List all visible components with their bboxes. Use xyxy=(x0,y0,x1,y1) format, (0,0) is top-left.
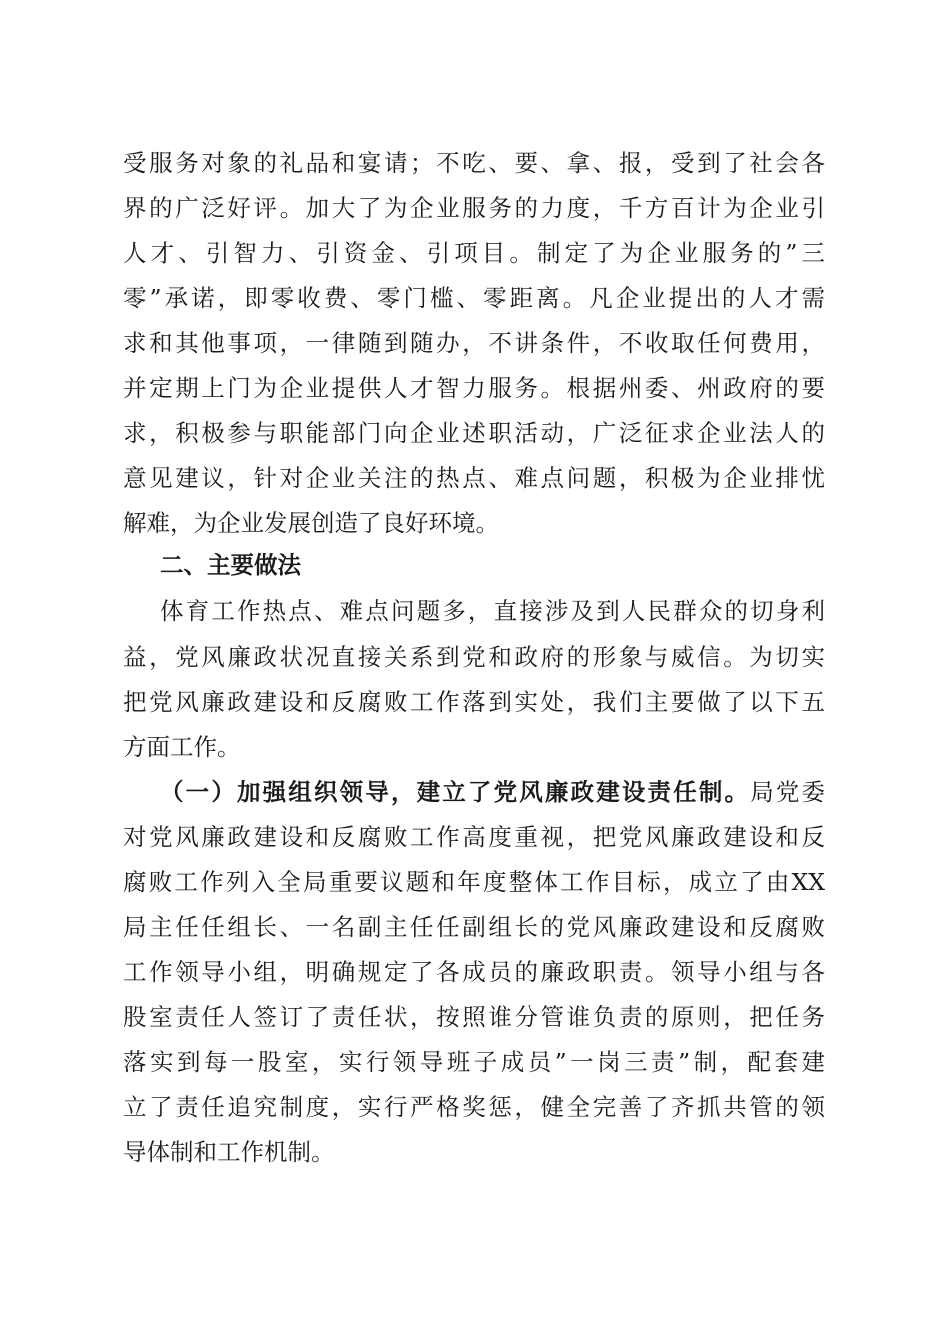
text-line: 股室责任人签订了责任状，按照谁分管谁负责的原则，把任务 xyxy=(123,1003,825,1031)
text-line: 对党风廉政建设和反腐败工作高度重视，把党风廉政建设和反 xyxy=(123,823,825,851)
text-line: 导体制和工作机制。 xyxy=(123,1138,335,1166)
text-line: 解难，为企业发展创造了良好环境。 xyxy=(123,509,499,537)
text-line: 求，积极参与职能部门向企业述职活动，广泛征求企业法人的 xyxy=(123,419,825,447)
text-line: 并定期上门为企业提供人才智力服务。根据州委、州政府的要 xyxy=(123,374,825,402)
text-line: 局主任任组长、一名副主任任副组长的党风廉政建设和反腐败 xyxy=(123,913,825,941)
text-line: 把党风廉政建设和反腐败工作落到实处，我们主要做了以下五 xyxy=(123,688,825,716)
text-line: 方面工作。 xyxy=(123,733,241,761)
text-line: 界的广泛好评。加大了为企业服务的力度，千方百计为企业引 xyxy=(123,194,825,222)
section-heading: 二、主要做法 xyxy=(160,551,301,579)
text-line: 求和其他事项，一律随到随办，不讲条件，不收取任何费用， xyxy=(123,329,825,357)
text-line: 腐败工作列入全局重要议题和年度整体工作目标，成立了由XX xyxy=(123,868,825,896)
text-run: 局党委 xyxy=(750,778,826,806)
paragraph-first-line xyxy=(160,775,825,809)
text-line: 落实到每一股室，实行领导班子成员”一岗三责”制，配套建 xyxy=(123,1048,825,1076)
text-line: 人才、引智力、引资金、引项目。制定了为企业服务的”三 xyxy=(123,239,825,267)
text-line: 体育工作热点、难点问题多，直接涉及到人民群众的切身利 xyxy=(160,597,825,625)
text-line: 意见建议，针对企业关注的热点、难点问题，积极为企业排忧 xyxy=(123,464,825,492)
text-line: 受服务对象的礼品和宴请；不吃、要、拿、报，受到了社会各 xyxy=(123,149,825,177)
text-line: 立了责任追究制度，实行严格奖惩，健全完善了齐抓共管的领 xyxy=(123,1093,825,1121)
text-line: 益，党风廉政状况直接关系到党和政府的形象与威信。为切实 xyxy=(123,643,825,671)
subheading: （一）加强组织领导，建立了党风廉政建设责任制。 xyxy=(160,778,751,806)
text-line: 零”承诺，即零收费、零门槛、零距离。凡企业提出的人才需 xyxy=(123,284,825,312)
text-line: 工作领导小组，明确规定了各成员的廉政职责。领导小组与各 xyxy=(123,958,825,986)
